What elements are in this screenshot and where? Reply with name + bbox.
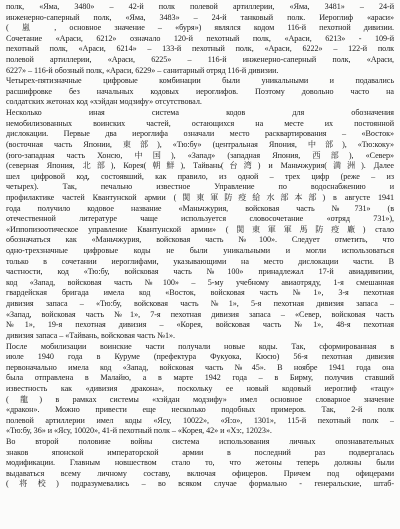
text-line: года получило кодовое название «Маньчжурия, войсковая часть №731» (в <box>6 203 394 213</box>
text-line: «Тю:бу, 36» и «Ясу, 10020», 41-й пехотный полк – «Корея, 42» и «Хэ:, 12023». <box>6 426 272 436</box>
text-line: ( 嵐 , основное значение – «буря») являлся кодом 116-й пехотной дивизии. <box>6 23 394 33</box>
text-line: только в сочетании иероглифами, указывающими на место дислокации части. В <box>6 256 394 266</box>
text-line: отечественной литературе чаще используется словосочетание «отряд 731»), <box>6 214 394 224</box>
text-line: инженерно-саперный полк, «Яма, 3483» – 24-й танковый полк. Иероглиф «араси» <box>6 12 394 22</box>
text-line: код «Запад, войсковая часть №100» – 5-му учебному авиаотряду, 1-я смешанная <box>6 277 394 287</box>
text-line: четырех). Так, печально известное Управление по водоснабжению и <box>6 182 394 192</box>
text-line: (юго-западная часть Хонсю, 中国), «Запад» (западная Япония, 西部), «Север» <box>6 150 394 160</box>
text-line: солдатских жетонах код «хэйдан модзифу» отсутствовал. <box>6 97 202 107</box>
text-line: «Запад, войсковая часть №1», 7-я пехотная дивизия запаса – «Север, войсковая часть <box>6 309 394 319</box>
text-line: После мобилизации воинские части получали новые коды. Так, сформированная в <box>6 341 394 351</box>
text-line: немобилизованных воинских частей, остающихся на месте их постоянной <box>6 118 394 128</box>
text-line: Сочетание «Араси, 6212» означало 120-й пехотный полк, «Араси, 6213» - 109-й <box>6 33 394 43</box>
text-line: дивизия запаса – «Тайвань, войсковая часть №1». <box>6 330 175 340</box>
text-line: Четырех-пятизначные цифровые комбинации были уникальными и подавались <box>6 76 394 86</box>
text-line: гвардейская бригада имела код «Восток, войсковая часть №1», 3-я пехотная <box>6 288 394 298</box>
text-line: полевой артиллерии имел коды «Ясу, 10022», «Я:о», 1301», 115-й пехотный полк – <box>6 415 394 425</box>
text-line: известность как «дивизия дракона», поскольку ее новый кодовый иероглиф «тацу» <box>6 383 394 393</box>
text-line: дислокации. Первые два иероглифа означали место расквартирования – «Восток» <box>6 129 394 139</box>
text-line: одно-трехзначные цифровые коды не были уникальными и могли использоваться <box>6 246 394 256</box>
text-line: Несколько иная система кодов для обозначения <box>6 108 394 118</box>
text-line: дивизия запаса – «Тю:бу, войсковая часть №1», 5-я пехотная дивизия запаса – <box>6 299 394 309</box>
text-line: (龍) в рамках системы «хэйдан модзифу» имел основное словарное значение <box>6 394 394 404</box>
text-line: 6227» – 116-й обозный полк, «Араси, 6229» – санитарный отряд 116-й дивизии. <box>6 65 279 75</box>
text-line: была отправлена в Малайю, а в марте 1942 года – в Бирму, получив ставший <box>6 373 394 383</box>
text-line: полевой артиллерии, «Араси, 6225» – 116-й инженерно-саперный полк, «Араси, <box>6 55 394 65</box>
text-line: №1», 19-я пехотная дивизия – «Корея, войсковая часть №1», 48-я пехотная <box>6 320 394 330</box>
text-line: пехотный полк, «Араси, 6214» – 133-й пехотный полк, «Араси, 6222» – 122-й полк <box>6 44 394 54</box>
text-line: (восточная часть Японии, 東部), «Тю:бу» (центральная Япония, 中部), «Тю:коку» <box>6 139 394 149</box>
text-line: «Иппопизоотическое управление Квантунской армии» (関東軍軍馬防疫廠) стало <box>6 224 394 234</box>
text-line: расшифровке без начальных кодовых иероглифов. Поэтому довольно часто на <box>6 86 394 96</box>
body-text <box>6 2 394 490</box>
text-line: июле 1940 года в Куруме (префектура Фукуока, Кюсю) 56-я пехотная дивизия <box>6 352 394 362</box>
text-line: (северная Япония, 北部), Корея(朝鮮), Тайвань(台湾) и Маньчжурия(満洲). Далее <box>6 161 394 171</box>
text-line: частности, код «Тю:бу, войсковая часть №100» принадлежал 17-й авиадивизии, <box>6 267 394 277</box>
text-line: профилактике частей Квантунской армии (関東軍防疫給水部本部) в августе 1941 <box>6 192 394 202</box>
text-line: полк, «Яма, 3480» – 42-й полк полевой артиллерии, «Яма, 3481» – 24-й <box>6 2 394 11</box>
text-line: (将校) подразумевались – во всяком случае формально - генеральские, штаб- <box>6 479 394 489</box>
text-line: выдаваться всему личному составу, включая офицеров. Причем под офицерами <box>6 468 394 478</box>
text-line: «дракон». Можно привести еще несколько подобных примеров. Так, 2-й полк <box>6 405 394 415</box>
text-line: модификации. Главным новшеством стало то, что жетоны теперь должны были <box>6 458 394 468</box>
text-line: знаков японской императорской армии в последний раз подвергалась <box>6 447 394 457</box>
text-line: обозначаться как «Маньчжурия, войсковая часть №100». Следует отметить, что <box>6 235 394 245</box>
text-line: шел цифровой код, состоявший, как правило, из одной – трех цифр (реже – из <box>6 171 394 181</box>
text-line: первоначально имела код «Запад, войсковая часть №45». В ноябре 1941 года она <box>6 362 394 372</box>
text-line: Во второй половине войны система использования личных опознавательных <box>6 436 394 446</box>
